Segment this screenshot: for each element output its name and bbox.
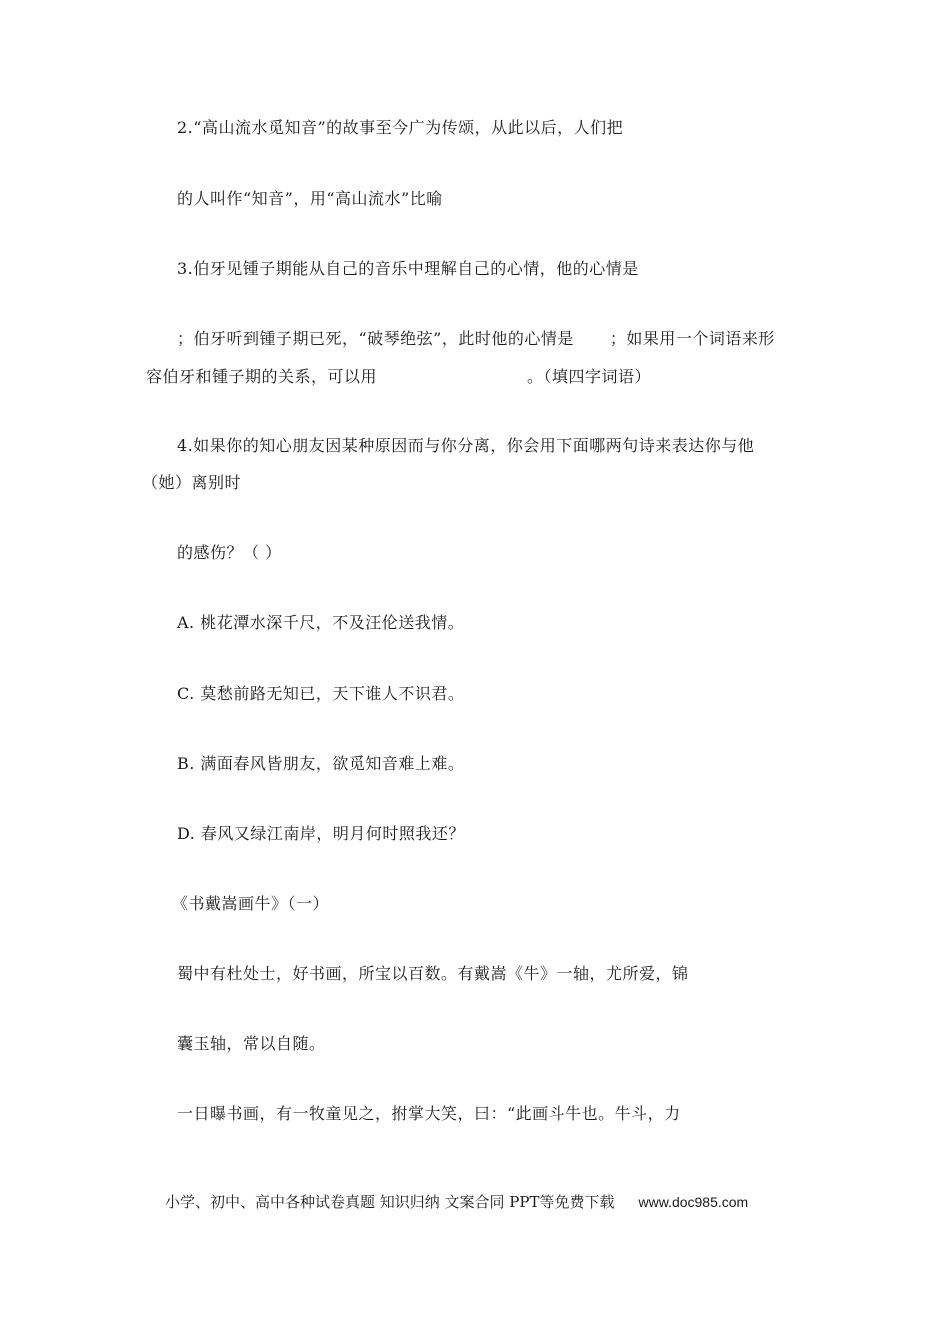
question-3-line-3 xyxy=(146,367,651,387)
passage-line-3: 一日曝书画，有一牧童见之，拊掌大笑，曰：“此画斗牛也。牛斗，力 xyxy=(177,1104,681,1123)
option-c: C. 莫愁前路无知已，天下谁人不识君。 xyxy=(177,684,465,703)
passage-line-1: 蜀中有杜处士，好书画，所宝以百数。有戴嵩《牛》一轴，尤所爱，锦 xyxy=(177,964,689,983)
question-3-line-2 xyxy=(177,329,775,349)
question-4-line-1: 4.如果你的知心朋友因某种原因而与你分离，你会用下面哪两句诗来表达你与他 xyxy=(177,436,755,455)
footer-text: 小学、初中、高中各种试卷真题 知识归纳 文案合同 PPT等免费下载 xyxy=(165,1193,615,1211)
option-a: A. 桃花潭水深千尺，不及汪伦送我情。 xyxy=(177,613,465,632)
passage-title: 《书戴嵩画牛》（一） xyxy=(172,894,330,913)
page-footer xyxy=(165,1192,748,1212)
question-3-line-1: 3.伯牙见锺子期能从自己的音乐中理解自己的心情，他的心情是 xyxy=(177,259,639,278)
question-3-segment-b: ；如果用一个词语来形 xyxy=(609,329,775,348)
question-3-segment-a: ；伯牙听到锺子期已死，“破琴绝弦”，此时他的心情是 xyxy=(177,329,574,348)
question-2-line-2: 的人叫作“知音”，用“高山流水”比喻 xyxy=(177,189,443,208)
question-4-line-3: 的感伤？（ ） xyxy=(177,543,282,562)
question-3-segment-d: 。（填四字词语） xyxy=(527,367,652,386)
passage-line-2: 囊玉轴，常以自随。 xyxy=(177,1034,326,1053)
question-3-segment-c: 容伯牙和锺子期的关系，可以用 xyxy=(146,367,378,386)
option-b: B. 满面春风皆朋友，欲觅知音难上难。 xyxy=(177,754,465,773)
footer-url[interactable]: www.doc985.com xyxy=(638,1194,749,1210)
question-4-line-2: （她）离别时 xyxy=(142,473,242,492)
question-2-line-1: 2.“高山流水觅知音”的故事至今广为传颂，从此以后，人们把 xyxy=(177,118,624,137)
option-d: D. 春风又绿江南岸，明月何时照我还？ xyxy=(177,824,465,843)
